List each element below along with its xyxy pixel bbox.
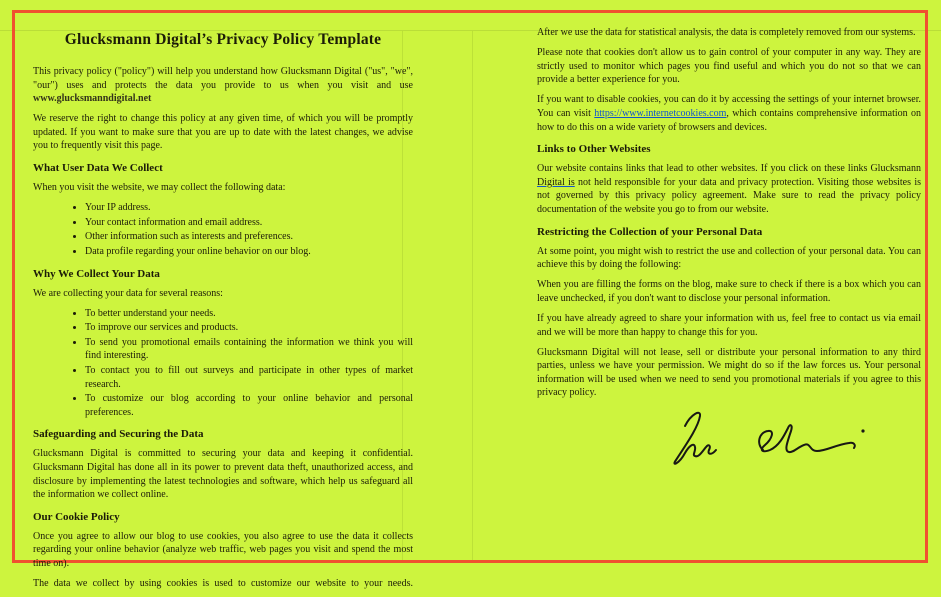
- list-item: • To customize our blog according to your online behavior and personal preferences.: [85, 392, 413, 419]
- why-intro-paragraph: We are collecting your data for several reasons:: [33, 287, 223, 299]
- restrict-paragraph: At some point, you might wish to restrict the use and collection of your personal data. You can achieve this by doing the following:: [537, 245, 921, 271]
- digital-is-link[interactable]: Digital is: [537, 176, 575, 188]
- intro-text: This privacy policy ("policy") will help you understand how Glucksmann Digital ("us", "we", "our") uses and protects the data you provide to us when you visit and use: [33, 66, 413, 91]
- no-lease-paragraph: Glucksmann Digital will not lease, sell or distribute your personal information to any third parties, unless we have your permission. We might do so if the law forces us. Your personal information will be used when we need to send you promotional materials if you agree to this privacy policy.: [537, 346, 921, 399]
- disable-cookies-paragraph: [537, 93, 921, 134]
- signature-drawing: [649, 406, 877, 468]
- heading-why-we-collect: Why We Collect Your Data: [33, 267, 160, 280]
- faint-vertical-line: [472, 31, 473, 560]
- list-item: • Your IP address.: [85, 201, 413, 215]
- cookie-paragraph: Once you agree to allow our blog to use cookies, you also agree to use the data it collects regarding your online behavior (analyze web traffic, web pages you visit and spend the most time on).: [33, 530, 413, 569]
- heading-what-user-data: What User Data We Collect: [33, 162, 163, 175]
- collection-reasons-list: [33, 307, 413, 420]
- list-item: • To contact you to fill out surveys and participate in other types of market research.: [85, 364, 413, 391]
- heading-links-other-websites: Links to Other Websites: [537, 143, 651, 156]
- list-item: • Your contact information and email address.: [85, 216, 413, 230]
- agreed-paragraph: If you have already agreed to share your information with us, feel free to contact us via email and we will be more than happy to change this for you.: [537, 312, 921, 338]
- other-websites-paragraph: [537, 162, 921, 216]
- site-url: www.glucksmanndigital.net: [33, 93, 152, 105]
- forms-paragraph: When you are filling the forms on the blog, make sure to check if there is a box which you can leave unchecked, if you don't want to disclose your personal information.: [537, 279, 921, 304]
- policy-change-paragraph: We reserve the right to change this policy at any given time, of which you will be promptly updated. If you want to make sure that you are up to date with the latest changes, we advise you to frequently visit this page.: [33, 113, 413, 152]
- page-title: Glucksmann Digital’s Privacy Policy Template: [64, 31, 382, 48]
- right-column: [537, 26, 921, 468]
- list-item: • To better understand your needs.: [85, 307, 413, 321]
- statistical-paragraph: After we use the data for statistical analysis, the data is completely removed from our systems.: [537, 27, 916, 38]
- heading-cookie-policy: Our Cookie Policy: [33, 510, 120, 523]
- disable-cookies-text: If you want to disable cookies, you can do it by accessing the settings of your internet browser. You can visit: [537, 94, 921, 119]
- heading-restricting-collection: Restricting the Collection of your Personal Data: [537, 225, 763, 238]
- safeguarding-paragraph: Glucksmann Digital is committed to securing your data and keeping it confidential. Glucksmann Digital has done all in its power to prevent data theft, unauthorized access, and disclosure by implementing the latest technologies and software, which help us safeguard all the information we collect online.: [33, 448, 413, 501]
- cookie-customize-paragraph: The data we collect by using cookies is used to customize our website to your needs.: [33, 578, 413, 590]
- intro-paragraph: [33, 65, 413, 106]
- internetcookies-link[interactable]: https://www.internetcookies.com: [594, 107, 727, 119]
- heading-safeguarding: Safeguarding and Securing the Data: [33, 428, 204, 441]
- left-column: [33, 22, 413, 597]
- other-websites-text: not held responsible for your data and privacy protection. Visiting those websites is not governed by this privacy policy agreement. Make sure to read the privacy policy documentation of the website you go to from our website.: [537, 176, 921, 215]
- collect-intro-paragraph: When you visit the website, we may collect the following data:: [33, 182, 286, 194]
- list-item: • Other information such as interests and preferences.: [85, 230, 413, 244]
- signature: [649, 406, 877, 468]
- cookies-note-paragraph: Please note that cookies don't allow us to gain control of your computer in any way. They are strictly used to monitor which pages you find useful and which you do not so that we can provide a better experience for you.: [537, 47, 921, 86]
- other-websites-text: Our website contains links that lead to other websites. If you click on these links Glucksmann: [537, 163, 921, 175]
- collected-data-list: [33, 201, 413, 258]
- list-item: • To improve our services and products.: [85, 321, 413, 335]
- list-item: • Data profile regarding your online behavior on our blog.: [85, 245, 413, 259]
- list-item: • To send you promotional emails containing the information we think you will find interesting.: [85, 336, 413, 363]
- disable-cookies-text: , which contains comprehensive information on how to do this on a wide variety of browsers and devices.: [537, 107, 921, 133]
